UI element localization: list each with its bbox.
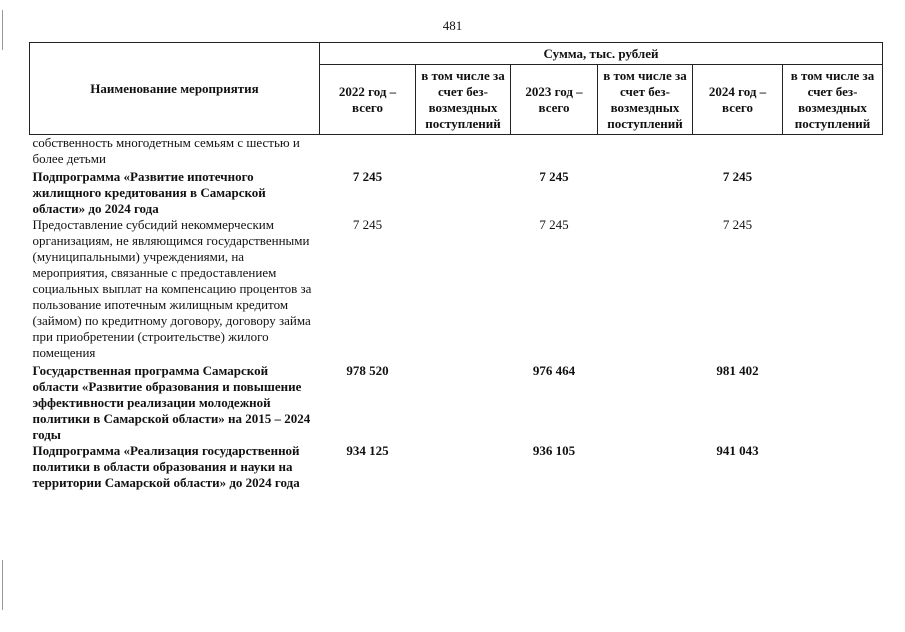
table-row bbox=[30, 135, 883, 168]
row-name: Подпрограмма «Развитие ипотечного жилищного кредитования в Самарской области» до 2024 года bbox=[32, 169, 266, 216]
value-2024: 7 245 bbox=[722, 169, 753, 184]
column-header-2023-incl: в том числе за счет без-возмездных поступлений bbox=[598, 65, 693, 135]
value-2023: 7 245 bbox=[539, 217, 569, 232]
table-row bbox=[30, 217, 883, 361]
value-2024-incl bbox=[783, 135, 883, 168]
value-2023-incl bbox=[598, 167, 693, 217]
value-2022: 978 520 bbox=[346, 363, 389, 378]
budget-table bbox=[29, 42, 883, 491]
value-2024-incl bbox=[783, 443, 883, 491]
column-header-2022-total: 2022 год – всего bbox=[320, 65, 416, 135]
value-2023: 7 245 bbox=[539, 169, 569, 184]
scan-edge-mark bbox=[2, 560, 3, 610]
column-header-2023-total: 2023 год – всего bbox=[511, 65, 598, 135]
value-2022-incl bbox=[416, 167, 511, 217]
row-name: Государственная программа Самарской области «Развитие образования и повышение эффективности реализации молодежной политики в Самарской области» на 2015 – 2024 годы bbox=[32, 363, 311, 442]
value-2022 bbox=[320, 135, 416, 168]
value-2022-incl bbox=[416, 361, 511, 443]
table-row bbox=[30, 167, 883, 217]
row-name: Предоставление субсидий некоммерческим организациям, не являющимся государственными (муниципальными) учреждениями, на мероприятия, связанные с предоставлением социальных выплат на компенсацию процентов за пользование ипотечным жилищным кредитом (займом) по кредитному договору, договору займа при приобретении (строительстве) жилого помещения bbox=[32, 217, 312, 360]
value-2022-incl bbox=[416, 443, 511, 491]
table-row bbox=[30, 361, 883, 443]
value-2024-incl bbox=[783, 217, 883, 361]
scan-edge-mark bbox=[2, 10, 3, 50]
column-header-2024-incl: в том числе за счет без-возмездных поступлений bbox=[783, 65, 883, 135]
value-2023-incl bbox=[598, 361, 693, 443]
value-2024-incl bbox=[783, 167, 883, 217]
column-group-header-sum: Сумма, тыс. рублей bbox=[320, 43, 883, 65]
row-name: Подпрограмма «Реализация государственной политики в области образования и науки на территории Самарской области» до 2024 года bbox=[32, 443, 300, 490]
table-row bbox=[30, 443, 883, 491]
column-header-name: Наименование мероприятия bbox=[30, 43, 320, 135]
value-2024: 941 043 bbox=[716, 443, 759, 458]
value-2024: 7 245 bbox=[722, 217, 753, 232]
value-2024 bbox=[693, 135, 783, 168]
value-2022: 934 125 bbox=[346, 443, 389, 458]
row-name: собственность многодетным семьям с шестью и более детьми bbox=[32, 135, 300, 166]
value-2023: 936 105 bbox=[532, 443, 576, 458]
value-2022: 7 245 bbox=[352, 217, 383, 232]
page-number: 481 bbox=[442, 18, 463, 33]
column-header-2022-incl: в том числе за счет без-возмездных поступлений bbox=[416, 65, 511, 135]
value-2023-incl bbox=[598, 135, 693, 168]
value-2022: 7 245 bbox=[352, 169, 383, 184]
value-2023-incl bbox=[598, 217, 693, 361]
value-2024-incl bbox=[783, 361, 883, 443]
value-2023 bbox=[511, 135, 598, 168]
value-2024: 981 402 bbox=[716, 363, 759, 378]
value-2023: 976 464 bbox=[532, 363, 576, 378]
value-2022-incl bbox=[416, 135, 511, 168]
column-header-2024-total: 2024 год – всего bbox=[693, 65, 783, 135]
value-2023-incl bbox=[598, 443, 693, 491]
value-2022-incl bbox=[416, 217, 511, 361]
